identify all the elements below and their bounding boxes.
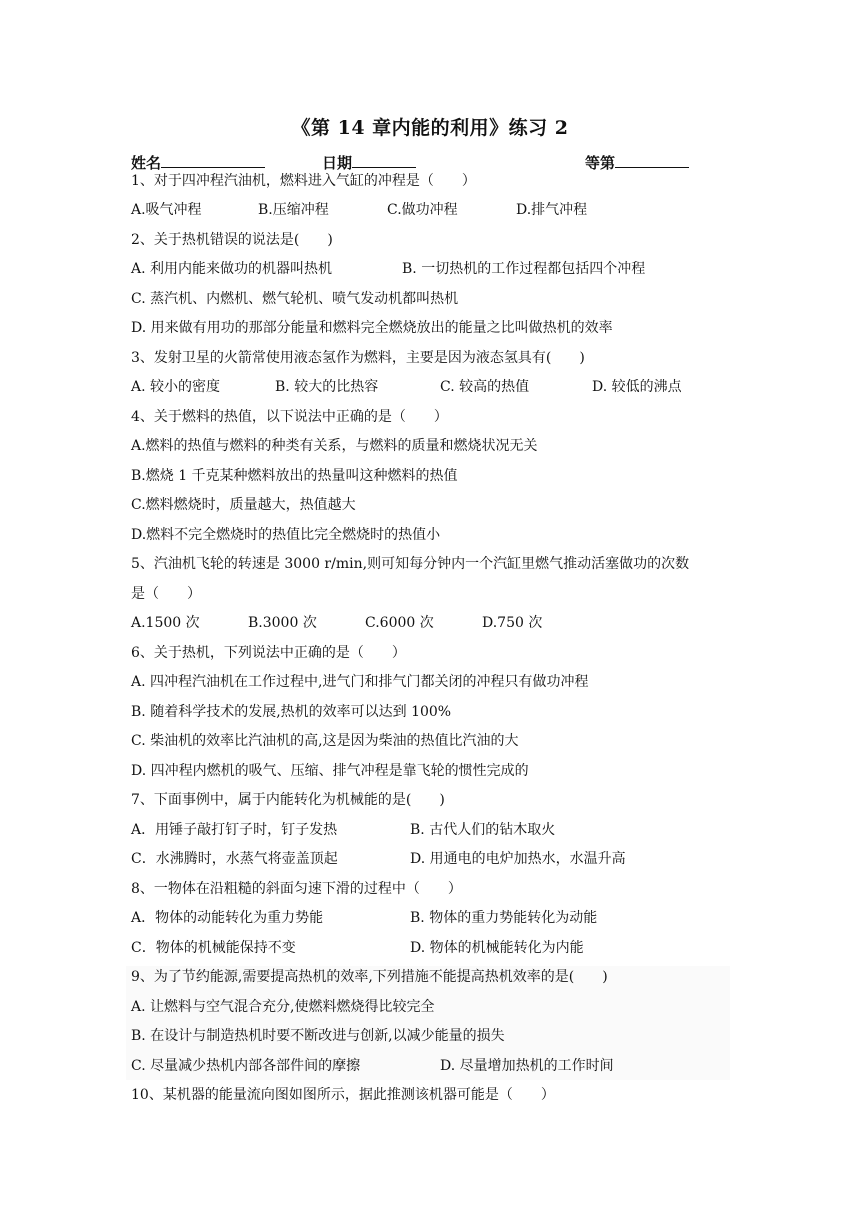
name-field bbox=[131, 152, 265, 173]
question-6-option-c: C. 柴油机的效率比汽油机的高,这是因为柴油的热值比汽油的大 bbox=[131, 733, 519, 749]
question-4-option-a: A.燃料的热值与燃料的种类有关系，与燃料的质量和燃烧状况无关 bbox=[131, 438, 538, 454]
question-9-option-d: D. 尽量增加热机的工作时间 bbox=[440, 1058, 614, 1074]
question-7-option-c: C．水沸腾时，水蒸气将壶盖顶起 bbox=[131, 851, 338, 867]
question-2-option-a: A. 利用内能来做功的机器叫热机 bbox=[131, 261, 333, 277]
question-6-stem: 6、关于热机，下列说法中正确的是（ ） bbox=[131, 645, 406, 661]
question-3-stem: 3、发射卫星的火箭常使用液态氢作为燃料，主要是因为液态氢具有( ) bbox=[131, 350, 585, 366]
question-5-option-d: D.750 次 bbox=[482, 615, 543, 631]
question-1-option-a: A.吸气冲程 bbox=[131, 202, 202, 218]
worksheet-title: 《第 14 章内能的利用》练习 2 bbox=[291, 117, 569, 139]
question-1-option-b: B.压缩冲程 bbox=[258, 202, 329, 218]
question-3-option-d: D. 较低的沸点 bbox=[592, 379, 682, 395]
name-blank bbox=[161, 152, 265, 168]
question-3-option-a: A. 较小的密度 bbox=[131, 379, 221, 395]
question-5-option-b: B.3000 次 bbox=[248, 615, 317, 631]
question-7-option-a: A．用锤子敲打钉子时，钉子发热 bbox=[131, 822, 338, 838]
question-9-stem: 9、为了节约能源,需要提高热机的效率,下列措施不能提高热机效率的是( ) bbox=[131, 969, 608, 985]
question-7-option-b: B. 古代人们的钻木取火 bbox=[410, 822, 556, 838]
question-9-option-b: B. 在设计与制造热机时要不断改进与创新,以减少能量的损失 bbox=[131, 1028, 505, 1044]
question-1-stem: 1、对于四冲程汽油机，燃料进入气缸的冲程是（ ） bbox=[131, 173, 476, 189]
name-label: 姓名 bbox=[131, 154, 162, 172]
question-3-option-c: C. 较高的热值 bbox=[440, 379, 530, 395]
question-6-option-a: A. 四冲程汽油机在工作过程中,进气门和排气门都关闭的冲程只有做功冲程 bbox=[131, 674, 589, 690]
grade-field bbox=[585, 152, 689, 173]
grade-label: 等第 bbox=[585, 154, 616, 172]
question-4-stem: 4、关于燃料的热值，以下说法中正确的是（ ） bbox=[131, 409, 448, 425]
date-label: 日期 bbox=[322, 154, 353, 172]
question-3-option-b: B. 较大的比热容 bbox=[275, 379, 379, 395]
question-7-option-d: D. 用通电的电炉加热水，水温升高 bbox=[410, 851, 626, 867]
question-8-option-c: C．物体的机械能保持不变 bbox=[131, 940, 296, 956]
question-10-stem: 10、某机器的能量流向图如图所示，据此推测该机器可能是（ ） bbox=[131, 1087, 555, 1103]
question-8-option-d: D. 物体的机械能转化为内能 bbox=[410, 940, 584, 956]
question-5-option-c: C.6000 次 bbox=[365, 615, 434, 631]
date-blank bbox=[352, 152, 416, 168]
question-4-option-b: B.燃烧 1 千克某种燃料放出的热量叫这种燃料的热值 bbox=[131, 468, 458, 484]
question-5-stem: 5、汽油机飞轮的转速是 3000 r/min,则可知每分钟内一个汽缸里燃气推动活塞做功的次数 bbox=[131, 556, 690, 572]
question-4-option-c: C.燃料燃烧时，质量越大，热值越大 bbox=[131, 497, 356, 513]
question-8-option-a: A．物体的动能转化为重力势能 bbox=[131, 910, 324, 926]
question-1-option-d: D.排气冲程 bbox=[516, 202, 588, 218]
question-6-option-d: D. 四冲程内燃机的吸气、压缩、排气冲程是靠飞轮的惯性完成的 bbox=[131, 763, 529, 779]
question-2-option-c: C. 蒸汽机、内燃机、燃气轮机、喷气发动机都叫热机 bbox=[131, 291, 459, 307]
question-2-option-b: B. 一切热机的工作过程都包括四个冲程 bbox=[402, 261, 646, 277]
question-8-stem: 8、一物体在沿粗糙的斜面匀速下滑的过程中（ ） bbox=[131, 881, 462, 897]
question-5-stem-continued: 是（ ） bbox=[131, 586, 201, 602]
question-8-option-b: B. 物体的重力势能转化为动能 bbox=[410, 910, 598, 926]
question-9-option-c: C. 尽量减少热机内部各部件间的摩擦 bbox=[131, 1058, 361, 1074]
question-2-option-d: D. 用来做有用功的那部分能量和燃料完全燃烧放出的能量之比叫做热机的效率 bbox=[131, 320, 613, 336]
question-6-option-b: B. 随着科学技术的发展,热机的效率可以达到 100% bbox=[131, 704, 452, 720]
question-5-option-a: A.1500 次 bbox=[131, 615, 200, 631]
date-field bbox=[322, 152, 416, 173]
grade-blank bbox=[615, 152, 689, 168]
question-1-option-c: C.做功冲程 bbox=[387, 202, 458, 218]
question-4-option-d: D.燃料不完全燃烧时的热值比完全燃烧时的热值小 bbox=[131, 527, 441, 543]
question-9-option-a: A. 让燃料与空气混合充分,使燃料燃烧得比较完全 bbox=[131, 999, 435, 1015]
question-7-stem: 7、下面事例中，属于内能转化为机械能的是( ) bbox=[131, 792, 445, 808]
question-2-stem: 2、关于热机错误的说法是( ) bbox=[131, 232, 333, 248]
